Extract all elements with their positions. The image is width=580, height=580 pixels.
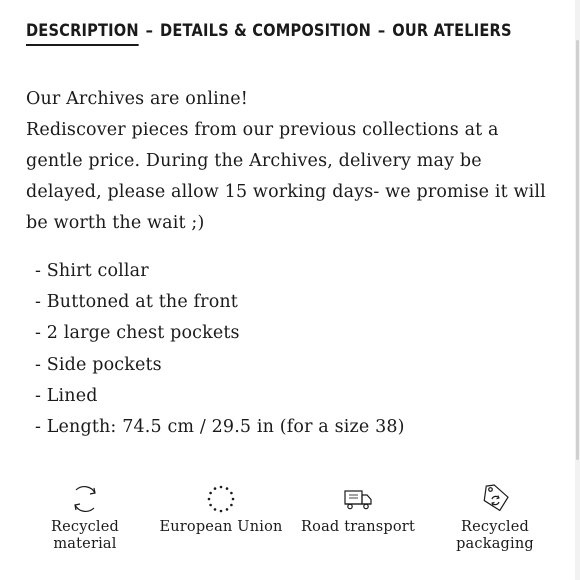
truck-icon bbox=[293, 482, 423, 516]
tab-our-ateliers[interactable]: OUR ATELIERS bbox=[392, 21, 512, 41]
sustainability-badges bbox=[0, 482, 580, 562]
badge-label: Road transport bbox=[301, 519, 415, 535]
tab-details-composition[interactable]: DETAILS & COMPOSITION bbox=[160, 21, 372, 41]
list-item: - 2 large chest pockets bbox=[35, 323, 240, 344]
badge-label: European Union bbox=[159, 519, 283, 535]
tab-description[interactable]: DESCRIPTION bbox=[26, 21, 139, 46]
description-headline: Our Archives are online! bbox=[26, 89, 248, 109]
badge-road-transport bbox=[293, 482, 423, 536]
badge-label: Recycled packaging bbox=[456, 519, 534, 552]
list-item: - Length: 74.5 cm / 29.5 in (for a size 38) bbox=[35, 417, 405, 438]
badge-european-union bbox=[156, 482, 286, 536]
scrollbar-thumb[interactable] bbox=[576, 40, 579, 460]
recycled-tag-icon bbox=[430, 482, 560, 516]
badge-label: Recycled material bbox=[50, 519, 120, 552]
product-description bbox=[26, 84, 556, 239]
recycle-icon bbox=[20, 482, 150, 516]
feature-list bbox=[35, 256, 405, 443]
list-item: - Lined bbox=[35, 385, 98, 406]
badge-recycled-packaging bbox=[430, 482, 560, 553]
badge-recycled-material bbox=[20, 482, 150, 553]
tab-separator: – bbox=[377, 21, 386, 41]
eu-stars-icon bbox=[156, 482, 286, 516]
list-item: - Shirt collar bbox=[35, 261, 149, 281]
list-item: - Side pockets bbox=[35, 354, 162, 375]
product-tabs bbox=[26, 21, 512, 47]
tab-separator: – bbox=[145, 21, 154, 41]
description-body: Rediscover pieces from our previous collections at a gentle price. During the Archives, delivery may be delayed, please allow 15 working days- we promise it will be worth the wait ;) bbox=[26, 120, 546, 233]
list-item: - Buttoned at the front bbox=[35, 292, 238, 313]
